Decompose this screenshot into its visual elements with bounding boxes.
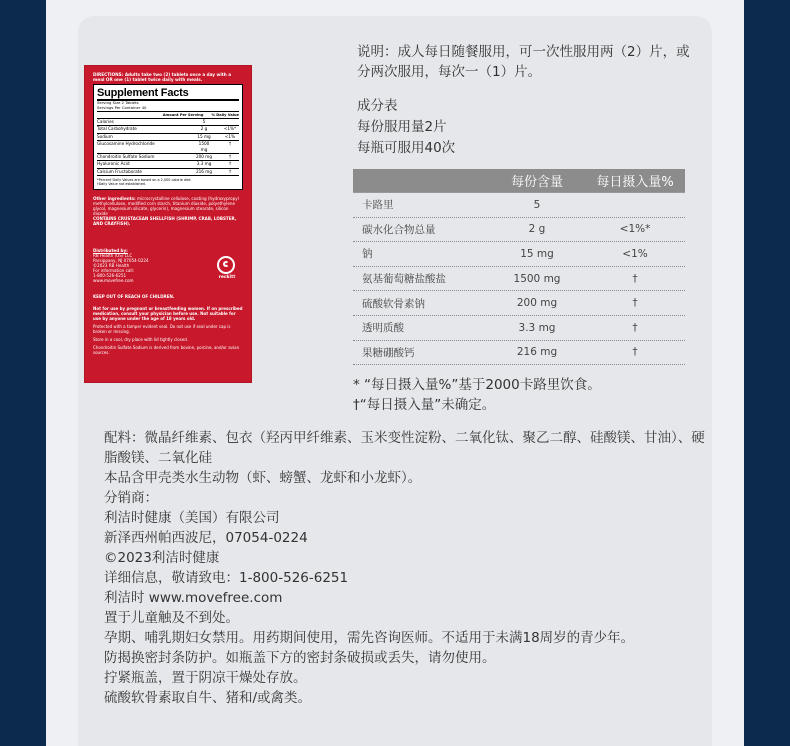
- cell-amount: 3.3 mg: [518, 321, 556, 334]
- table-row: [353, 341, 685, 366]
- cell-amount: 216 mg: [516, 346, 558, 359]
- nutrition-table: [353, 169, 685, 365]
- supplement-facts-panel: [93, 84, 243, 190]
- sf-row-name: Glucosamine Hydrochloride: [97, 140, 155, 146]
- sf-row-amount: 3.3 mg: [196, 161, 212, 167]
- cell-daily-value: †: [632, 272, 638, 285]
- sf-row-values: [195, 134, 239, 140]
- sf-row: [97, 161, 239, 168]
- dist-line: ©2023 RB Health: [93, 263, 130, 268]
- cell-name: 卡路里: [362, 199, 394, 212]
- detail-line: 孕期、哺乳期妇女禁用。用药期间使用，需先咨询医师。不适用于未满18周岁的青少年。: [104, 630, 635, 646]
- table-body: [353, 192, 685, 365]
- detail-line: 利洁时 www.movefree.com: [104, 590, 283, 606]
- sf-row-name: Calcium Fructoborate: [97, 168, 142, 174]
- label-warnings: [93, 306, 243, 358]
- supplement-facts-title: Supplement Facts: [97, 87, 239, 101]
- sf-foot-1: *Percent Daily Values are based on a 2,000 calorie diet.: [97, 177, 192, 182]
- cell-amount: 15 mg: [520, 247, 554, 260]
- sf-head-dv: % Daily Value: [211, 113, 239, 118]
- cell-amount: 200 mg: [516, 297, 558, 310]
- sf-row-dv: [221, 119, 239, 125]
- ingredients-label: Other ingredients:: [93, 196, 136, 201]
- cell-daily-value: †: [632, 297, 638, 310]
- warning-seal: Protected with a tamper evident seal. Do not use if seal under cap is broken or missing.: [93, 324, 231, 334]
- composition-title: 成分表: [357, 98, 398, 114]
- cell-amount: 5: [533, 198, 541, 211]
- cell-amount: 1500 mg: [513, 272, 561, 285]
- sf-row-name: Total Carbohydrate: [97, 126, 137, 132]
- sf-foot-2: †Daily Value not established.: [97, 182, 146, 187]
- cell-name: 碳水化合物总量: [362, 223, 436, 236]
- sf-header: [97, 112, 239, 119]
- sf-row: [97, 141, 239, 154]
- sf-row-amount: 1500 mg: [198, 140, 210, 152]
- sf-row: [97, 169, 239, 176]
- detail-line: 详细信息，敬请致电：1-800-526-6251: [104, 570, 349, 586]
- cell-daily-value: †: [632, 346, 638, 359]
- cell-name: 钠: [362, 248, 373, 261]
- warning-source: Chondroitin Sulfate Sodium is derived from bovine, porcine, and/or avian sources.: [93, 345, 240, 355]
- sf-row: [97, 154, 239, 161]
- sf-row-values: [195, 119, 239, 125]
- sf-row-values: [195, 154, 239, 160]
- cell-daily-value: †: [632, 321, 638, 334]
- serving-size-cn: 每份服用量2片: [357, 119, 447, 135]
- note-not-established: †“每日摄入量”未确定。: [353, 397, 496, 413]
- sf-row-amount: 200 mg: [195, 154, 213, 160]
- sf-row: [97, 134, 239, 141]
- product-label: [85, 66, 251, 382]
- sf-row-name: Sodium: [97, 133, 113, 139]
- sf-row-name: Calories: [97, 119, 114, 125]
- cell-name: 硫酸软骨素钠: [362, 297, 425, 310]
- table-row: [353, 267, 685, 292]
- sf-row-amount: 15 mg: [197, 133, 211, 139]
- reckitt-logo-text: reckitt: [218, 275, 236, 280]
- cell-daily-value: <1%: [622, 247, 648, 260]
- dist-title: Distributed by:: [93, 248, 128, 253]
- sf-row-dv: <1%*: [223, 126, 237, 132]
- table-row: [353, 316, 685, 341]
- warning-storage: Store in a cool, dry place with lid tightly closed.: [93, 337, 189, 342]
- sf-row-name: Chondroitin Sulfate Sodium: [97, 154, 155, 160]
- cell-name: 透明质酸: [362, 322, 404, 335]
- usage-instructions: 说明：成人每日随餐服用，可一次性服用两（2）片，或分两次服用，每次一（1）片。: [357, 44, 690, 80]
- dist-line: RB Health (US) LLC: [93, 253, 133, 258]
- sf-row: [97, 126, 239, 133]
- serving-info: [97, 101, 239, 112]
- cell-name: 果糖硼酸钙: [362, 346, 415, 359]
- sf-row-dv: <1%: [224, 133, 236, 139]
- cell-daily-value: <1%*: [619, 223, 651, 236]
- header-daily-value: 每日摄入量%: [596, 175, 674, 190]
- detail-line: 利洁时健康（美国）有限公司: [104, 510, 280, 526]
- table-notes: [353, 375, 693, 415]
- note-daily-value: * “每日摄入量%”基于2000卡路里饮食。: [353, 377, 601, 393]
- dist-line: www.movefree.com: [93, 278, 134, 283]
- left-border: [0, 0, 46, 746]
- detail-line: 新泽西州帕西波尼，07054-0224: [104, 530, 308, 546]
- reckitt-logo-icon: [217, 256, 235, 274]
- table-row: [353, 218, 685, 243]
- sf-row-dv: †: [228, 140, 232, 146]
- sf-row-values: [195, 126, 239, 132]
- sf-rows: [97, 119, 239, 176]
- ingredients-text: microcrystalline cellulose, coating (hydroxypropyl methylcellulose, modified corn starch, titanium dioxide, polyethylene glycol, magnesium silicate, glycerin), magnesium stearate, silicon dioxide: [93, 196, 239, 216]
- dist-line: Parsippany, NJ 07054-0224: [93, 258, 149, 263]
- sf-row-values: [195, 141, 239, 153]
- sf-row-amount: 2 g: [200, 126, 208, 132]
- detail-line: 硫酸软骨素取自牛、猪和/或禽类。: [104, 690, 312, 706]
- sf-row: [97, 119, 239, 126]
- table-row: [353, 291, 685, 316]
- table-row: [353, 193, 685, 218]
- detail-line: ©2023利洁时健康: [104, 550, 220, 566]
- keep-out-warning: KEEP OUT OF REACH OF CHILDREN.: [93, 294, 175, 299]
- sf-row-dv: †: [228, 168, 232, 174]
- sf-row-values: [195, 161, 239, 167]
- table-row: [353, 242, 685, 267]
- sf-row-dv: †: [228, 154, 232, 160]
- warning-pregnancy: Not for use by pregnant or breastfeeding women. If on prescribed medication, consult your physician before use. Not suitable for use by anyone under the age of 18 years old.: [93, 306, 243, 321]
- label-directions: DIRECTIONS: Adults take two (2) tablets once a day with a meal OR one (1) tablet twice daily with meals.: [93, 72, 232, 83]
- reckitt-logo: [213, 256, 241, 282]
- detail-line: 置于儿童触及不到处。: [104, 610, 239, 626]
- label-ingredients: [93, 196, 243, 226]
- sf-row-dv: †: [228, 161, 232, 167]
- detail-line: 防揭换密封条防护。如瓶盖下方的密封条破损或丢失，请勿使用。: [104, 650, 496, 666]
- dist-lines: [93, 253, 203, 283]
- cell-amount: 2 g: [528, 223, 546, 236]
- detail-line: 分销商：: [104, 490, 158, 506]
- sf-row-name: Hyaluronic Acid: [97, 161, 130, 167]
- detail-line: 拧紧瓶盖，置于阴凉干燥处存放。: [104, 670, 307, 686]
- product-details: [104, 428, 714, 708]
- sf-footnotes: [97, 178, 239, 186]
- servings-per-container: Servings Per Container 40: [97, 104, 147, 110]
- detail-line: 本品含甲壳类水生动物（虾、螃蟹、龙虾和小龙虾）。: [104, 470, 422, 486]
- dist-line: For information call:: [93, 268, 135, 273]
- sf-row-amount: 5: [202, 119, 206, 125]
- allergen-warning: CONTAINS CRUSTACEAN SHELLFISH (SHRIMP, CRAB, LOBSTER, AND CRAYFISH).: [93, 216, 237, 226]
- sf-head-amount: Amount Per Serving: [162, 113, 204, 118]
- header-amount: 每份含量: [510, 175, 563, 190]
- detail-line: 配料：微晶纤维素、包衣（羟丙甲纤维素、玉米变性淀粉、二氧化钛、聚乙二醇、硅酸镁、甘油）、硬脂酸镁、二氧化硅: [104, 430, 705, 466]
- serving-size: Serving Size 2 Tablets: [97, 100, 139, 105]
- table-header: [353, 169, 685, 192]
- sf-row-values: [195, 169, 239, 175]
- composition-section: [357, 96, 657, 159]
- dist-line: 1-800-526-6251: [93, 273, 127, 278]
- sf-row-amount: 216 mg: [195, 168, 213, 174]
- servings-count-cn: 每瓶可服用40次: [357, 140, 456, 156]
- label-distributor: [93, 248, 203, 283]
- cell-name: 氨基葡萄糖盐酸盐: [362, 273, 446, 286]
- right-border: [744, 0, 790, 746]
